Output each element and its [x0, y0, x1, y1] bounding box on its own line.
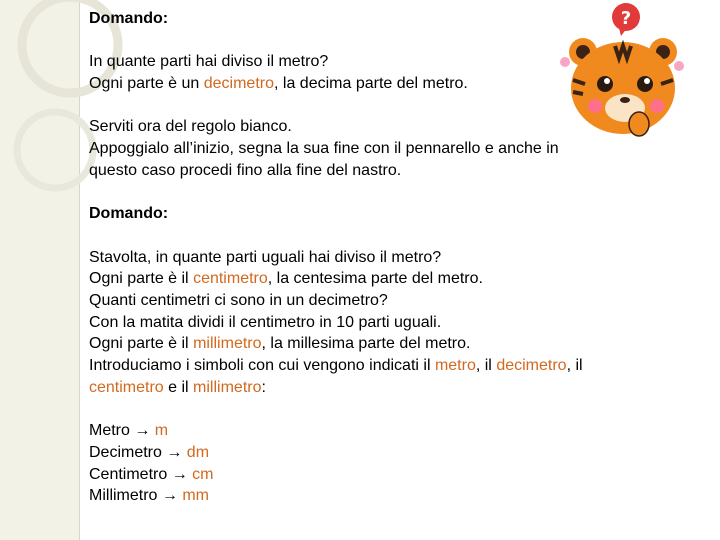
- unit-symbol: mm: [182, 487, 209, 505]
- term-millimetro: millimetro: [193, 335, 262, 353]
- section3-line1: Stavolta, in quante parti uguali hai diviso il metro?: [89, 248, 442, 266]
- section3-line4: Con la matita dividi il centimetro in 10 parti uguali.: [89, 313, 442, 331]
- unit-row-centimetro: Centimetro → cm: [89, 465, 214, 483]
- term-metro: metro: [434, 357, 476, 375]
- section2-line2: Appoggialo all’inizio, segna la sua fine con il pennarello e anche in: [89, 140, 559, 158]
- tiger-thinking-icon: [553, 0, 693, 140]
- section3-heading: Domando:: [89, 205, 169, 223]
- section3-line3: Quanti centimetri ci sono in un decimetro?: [89, 292, 388, 310]
- unit-row-millimetro: Millimetro → mm: [89, 487, 209, 505]
- unit-symbol: dm: [186, 443, 210, 461]
- term-centimetro: centimetro: [89, 378, 164, 396]
- section2-line3: questo caso procedi fino alla fine del nastro.: [89, 161, 402, 179]
- section3-line7: centimetro e il millimetro:: [89, 378, 266, 396]
- section1-line1: In quante parti hai diviso il metro?: [89, 53, 329, 71]
- term-decimetro: decimetro: [203, 75, 274, 93]
- section1-line2: Ogni parte è un decimetro, la decima parte del metro.: [89, 75, 468, 93]
- section3-line2: Ogni parte è il centimetro, la centesima parte del metro.: [89, 270, 483, 288]
- section3-line6: Introduciamo i simboli con cui vengono indicati il metro, il decimetro, il: [89, 357, 583, 375]
- section3-line5: Ogni parte è il millimetro, la millesima parte del metro.: [89, 335, 471, 353]
- section1-heading: Domando:: [89, 10, 169, 27]
- unit-symbol: cm: [192, 465, 214, 483]
- question-mark-icon: ?: [620, 8, 632, 29]
- unit-symbol: m: [154, 422, 169, 440]
- term-decimetro: decimetro: [496, 357, 567, 375]
- unit-row-metro: Metro → m: [89, 422, 169, 440]
- term-millimetro: millimetro: [193, 378, 262, 396]
- unit-row-decimetro: Decimetro → dm: [89, 443, 210, 461]
- section2-line1: Serviti ora del regolo bianco.: [89, 118, 292, 136]
- term-centimetro: centimetro: [193, 270, 268, 288]
